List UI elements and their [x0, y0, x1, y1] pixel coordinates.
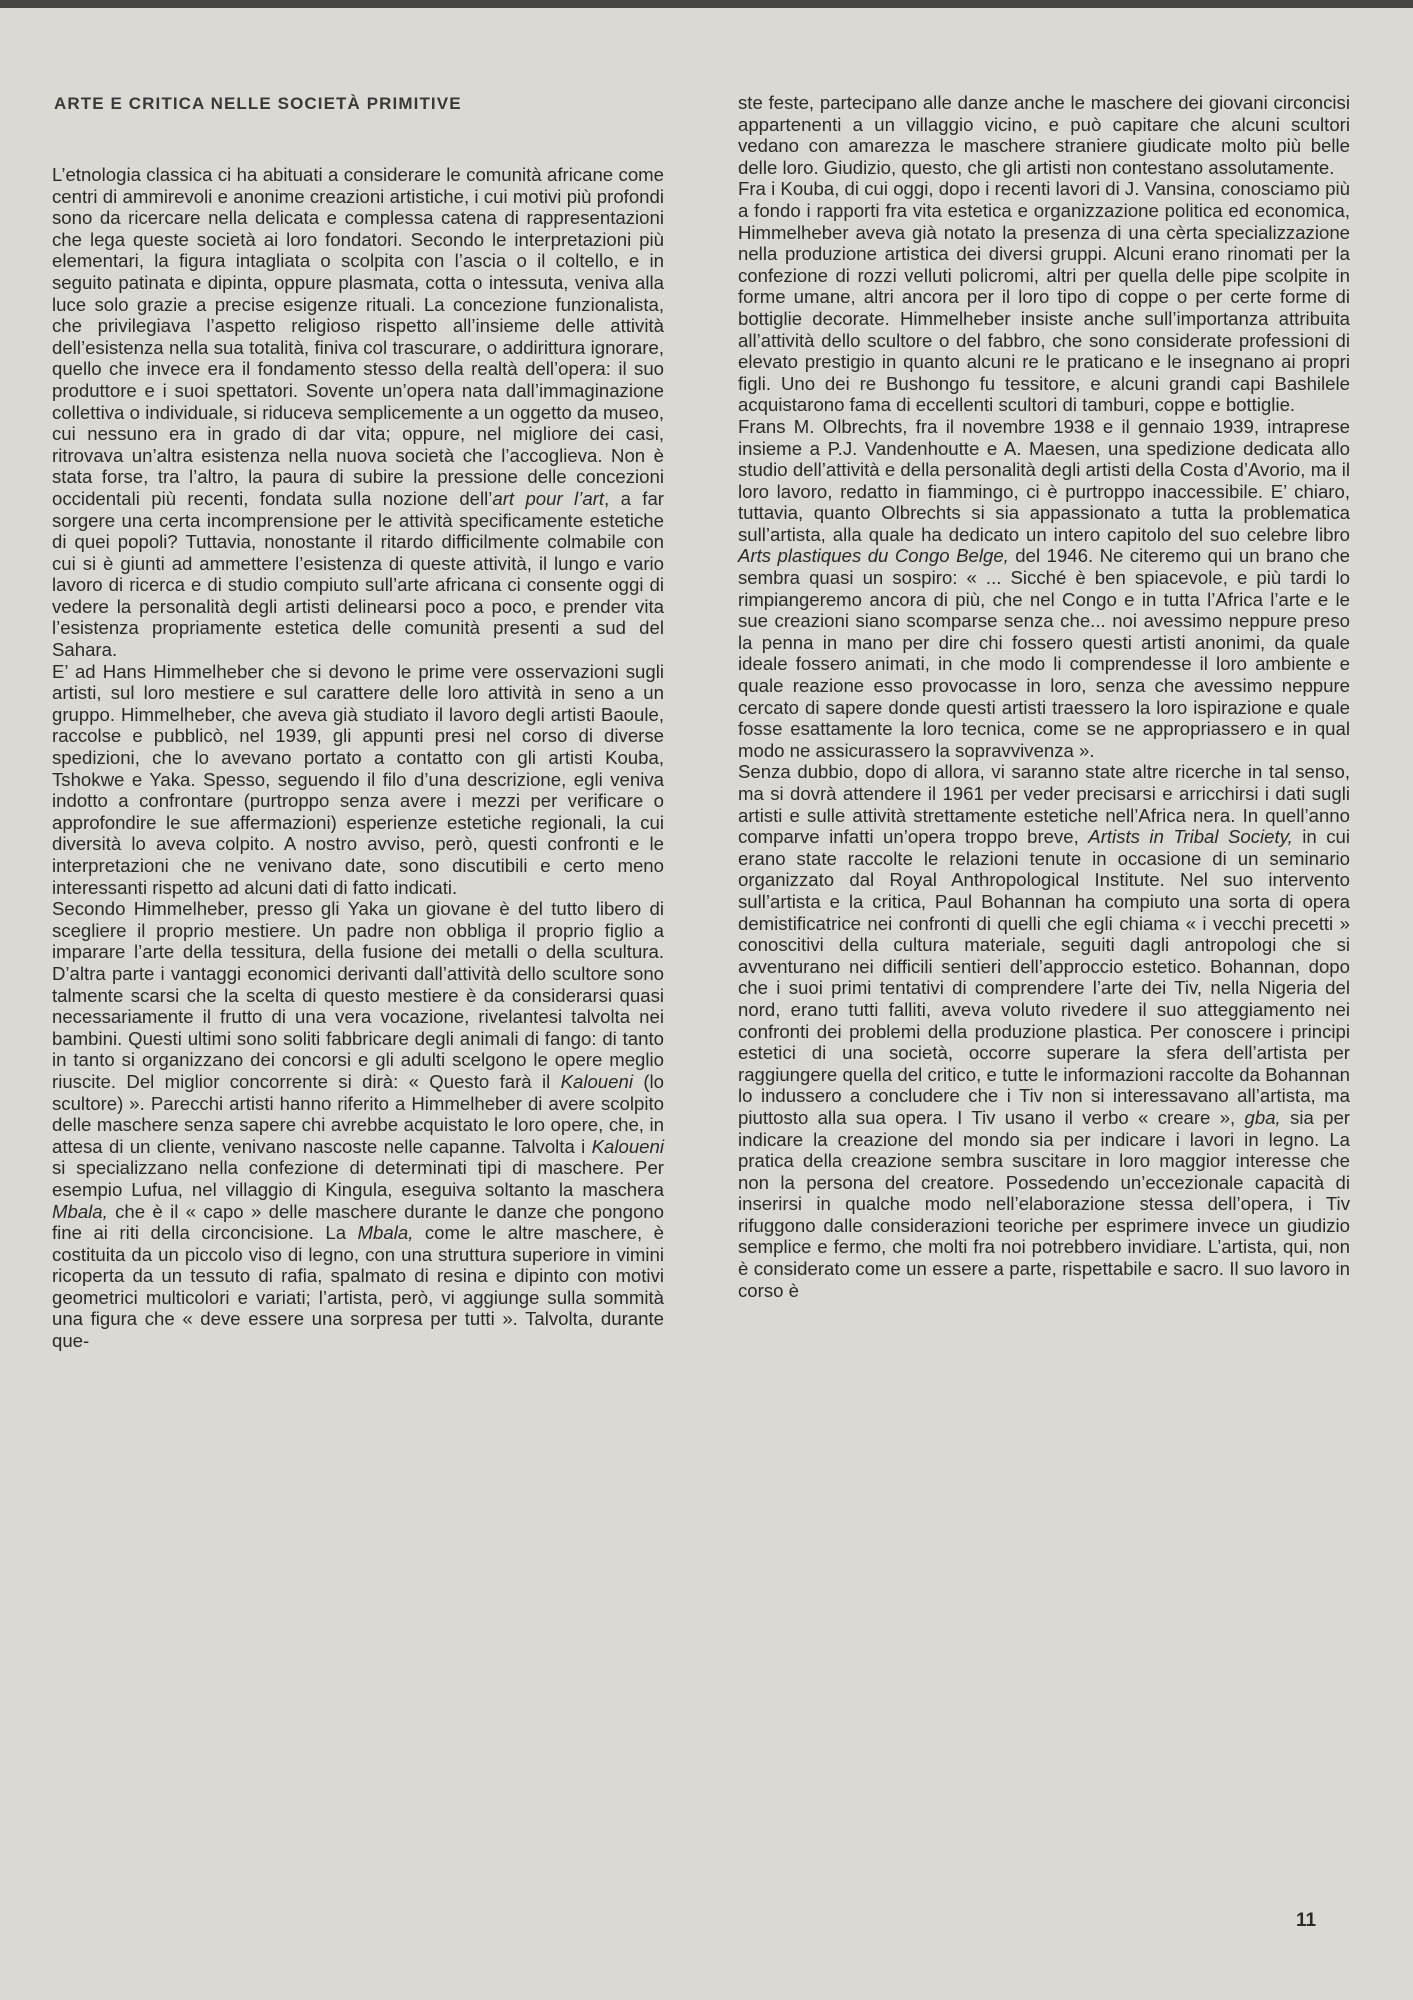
italic-run: Artists in Tribal Society, [1088, 826, 1293, 848]
italic-run: Kaloueni [591, 1135, 664, 1157]
text-run: come le altre maschere, è costituita da un piccolo viso di legno, con una struttura superiore in vimini ricoperta da un tessuto di rafia, spalmato di resina e dipinto con motivi geometrici multicolori e variati; l’artista, però, vi aggiunge sulla sommità una figura che « deve essere una sorpresa per tutti ». Talvolta, durante que- [52, 1222, 664, 1352]
text-run: del 1946. Ne citeremo qui un brano che sembra quasi un sospiro: « ... Sicché è ben spiacevole, e più tardi lo rimpiangeremo ancora di più, che nel Congo e in tutta l’Africa l’arte e le sue creazioni siano scomparse senza che... noi avessimo neppure preso la penna in mano per dire chi fossero questi artisti anonimi, da quale ideale fossero animati, in che modo li comprendesse il loro ambiente e quale reazione esso provocasse in loro, senza che avessimo neppure cercato di sapere donde questi artisti traessero la loro ispirazione e quale fosse esattamente la loro tecnica, come se ne appropriassero e in qual modo ne assicurassero la sopravvivenza ». [738, 545, 1350, 761]
page-top-edge [0, 0, 1413, 8]
page-number: 11 [1296, 1910, 1317, 1931]
article-title: ARTE E CRITICA NELLE SOCIETÀ PRIMITIVE [54, 94, 462, 113]
right-column [738, 92, 1350, 1301]
italic-run: art pour l’art [492, 487, 605, 509]
text-run: Senza dubbio, dopo di allora, vi saranno state altre ricerche in tal senso, ma si dovrà attendere il 1961 per veder precisarsi e arricchirsi i dati sugli artisti e sulle attività strettamente estetiche nell’Africa nera. In quell’anno comparve infatti un’opera troppo breve, [738, 761, 1350, 848]
text-run: in cui erano state raccolte le relazioni tenute in occasione di un seminario organizzato dal Royal Anthropological Institute. Nel suo intervento sull’artista e la critica, Paul Bohannan ha compiuto una sorta di opera demistificatrice nei confronti di quelli che egli chiama « i vecchi precetti » conoscitivi della cultura materiale, seguiti dagli antropologi che si avventurano nei difficili sentieri dell’approccio estetico. Bohannan, dopo che i suoi primi tentativi di comprendere l’arte dei Tiv, nella Nigeria del nord, erano tutti falliti, aveva voluto rivedere il suo atteggiamento nei confronti dei problemi della produzione plastica. Per conoscere i principi estetici di una società, occorre superare la sfera dell’artista per raggiungere quella del critico, e tutte le informazioni raccolte da Bohannan lo indussero a concludere che i Tiv non si interessavano all’artista, ma piuttosto alla sua opera. I Tiv usano il verbo « creare », [738, 826, 1350, 1128]
text-run: Fra i Kouba, di cui oggi, dopo i recenti lavori di J. Vansina, conosciamo più a fondo i rapporti fra vita estetica e organizzazione politica ed economica, Himmelheber aveva già notato la presenza di una cèrta specializzazione nella produzione artistica dei diversi gruppi. Alcuni erano rinomati per la confezione di rozzi velluti policromi, altri per quella delle pipe scolpite in forme umane, altri ancora per il loro tipo di coppe o per certe forme di bottiglie decorate. Himmelheber insiste anche sull’importanza attribuita all’attività dello scultore o del fabbro, che sono considerate professioni di elevato prestigio in quanto alcuni re le praticano e le insegnano ai propri figli. Uno dei re Bushongo fu tessitore, e alcuni grandi capi Bashilele acquistarono fama di eccellenti scultori di tamburi, coppe e bottiglie. [738, 178, 1350, 416]
paragraph [52, 164, 664, 661]
italic-run: Mbala, [52, 1200, 108, 1222]
left-column [52, 164, 664, 1352]
paragraph [52, 661, 664, 899]
text-run: si specializzano nella confezione di determinati tipi di maschere. Per esempio Lufua, nel villaggio di Kingula, eseguiva soltanto la maschera [52, 1157, 664, 1200]
paragraph [738, 416, 1350, 762]
paragraph [738, 761, 1350, 1301]
paragraph [52, 898, 664, 1351]
text-run: L’etnologia classica ci ha abituati a considerare le comunità africane come centri di ammirevoli e anonime creazioni artistiche, i cui motivi più profondi sono da ricercare nella delicata e complessa catena di rappresentazioni che lega queste società ai loro fondatori. Secondo le interpretazioni più elementari, la figura intagliata o scolpita con l’ascia o il coltello, e in seguito patinata e dipinta, oppure plasmata, cotta o intessuta, veniva alla luce solo grazie a precise esigenze rituali. La concezione funzionalista, che privilegiava l’aspetto religioso rispetto all’insieme delle attività dell’esistenza nella sua totalità, finiva col trascurare, o addirittura ignorare, quello che invece era il fondamento stesso della realtà dell’opera: il suo produttore e i suoi spettatori. Sovente un’opera nata dall’immaginazione collettiva o individuale, si riduceva semplicemente a un oggetto da museo, cui nessuno era in grado di dar vita; oppure, nel migliore dei casi, ritrovava un’altra esistenza nella nuova società che l’accoglieva. Non è stata forse, tra l’altro, la paura di subire la pressione delle concezioni occidentali più recenti, fondata sulla nozione dell’ [52, 164, 664, 509]
italic-run: gba, [1244, 1106, 1281, 1128]
text-run: ste feste, partecipano alle danze anche le maschere dei giovani circoncisi appartenenti a un villaggio vicino, e può capitare che alcuni scultori vedano con amarezza le maschere straniere giudicate molto più belle delle loro. Giudizio, questo, che gli artisti non contestano assolutamente. [738, 92, 1350, 178]
text-run: sia per indicare la creazione del mondo sia per indicare i lavori in legno. La pratica della creazione sembra suscitare in loro maggior interesse che non la persona del creatore. Possedendo un’eccezionale capacità di inserirsi in qualche modo nell’elaborazione stessa dell’opera, i Tiv rifuggono dalle considerazioni teoriche per esprimere invece un giudizio semplice e fermo, che molti fra noi potrebbero invidiare. L’artista, qui, non è considerato come un essere a parte, rispettabile e sacro. Il suo lavoro in corso è [738, 1106, 1350, 1301]
text-run: che è il « capo » delle maschere durante le danze che pongono fine ai riti della circoncisione. La [52, 1200, 664, 1244]
text-run: E’ ad Hans Himmelheber che si devono le prime vere osservazioni sugli artisti, sul loro mestiere e sul carattere delle loro attività in seno a un gruppo. Himmelheber, che aveva già studiato il lavoro degli artisti Baoule, raccolse e pubblicò, nel 1939, gli appunti presi nel corso di diverse spedizioni, che lo avevano portato a contatto con gli artisti Kouba, Tshokwe e Yaka. Spesso, seguendo il filo d’una descrizione, egli veniva indotto a confrontare (purtroppo senza avere i mezzi per verificare o approfondire le sue affermazioni) esperienze estetiche regionali, la cui diversità lo aveva colpito. A nostro avviso, però, questi confronti e le interpretazioni che ne venivano date, sono discutibili e certo meno interessanti rispetto ad alcuni dati di fatto indicati. [52, 660, 664, 898]
paragraph [738, 178, 1350, 416]
text-run: Frans M. Olbrechts, fra il novembre 1938 e il gennaio 1939, intraprese insieme a P.J. Vandenhoutte e A. Maesen, una spedizione dedicata allo studio dell’attività e della personalità degli artisti della Costa d’Avorio, ma il loro lavoro, redatto in fiammingo, ci è purtroppo inaccessibile. E’ chiaro, tuttavia, quanto Olbrechts si sia appassionato a tutta la problematica sull’artista, alla quale ha dedicato un intero capitolo del suo celebre libro [738, 415, 1350, 545]
italic-run: Arts plastiques du Congo Belge, [738, 545, 1009, 567]
text-run: , a far sorgere una certa incomprensione per le attività specificamente estetiche di quei popoli? Tuttavia, nonostante il ritardo difficilmente colmabile con cui si è giunti ad ammettere l’esistenza di queste attività, il lungo e vario lavoro di ricerca e di studio compiuto sull’arte africana ci consente oggi di vedere la personalità degli artisti delinearsi poco a poco, e prender vita l’esistenza propriamente estetica delle comunità presenti a sud del Sahara. [52, 487, 664, 661]
text-run: Secondo Himmelheber, presso gli Yaka un giovane è del tutto libero di scegliere il proprio mestiere. Un padre non obbliga il proprio figlio a imparare l’arte della tessitura, della fusione dei metalli o della scultura. D’altra parte i vantaggi economici derivanti dall’attività dello scultore sono talmente scarsi che la scelta di questo mestiere è da considerarsi quasi necessariamente il frutto di una vera vocazione, rivelantesi talvolta nei bambini. Questi ultimi sono soliti fabbricare degli animali di fango: di tanto in tanto si organizzano dei concorsi e gli adulti scelgono le opere meglio riuscite. Del miglior concorrente si dirà: « Questo farà il [52, 898, 664, 1092]
paragraph [738, 92, 1350, 178]
italic-run: Kaloueni [560, 1070, 633, 1092]
italic-run: Mbala, [357, 1222, 414, 1244]
text-run: (lo scultore) ». Parecchi artisti hanno riferito a Himmelheber di avere scolpito delle maschere senza sapere chi avrebbe acquistato le loro opere, che, in attesa di un cliente, venivano nascoste nelle capanne. Talvolta i [52, 1070, 664, 1157]
